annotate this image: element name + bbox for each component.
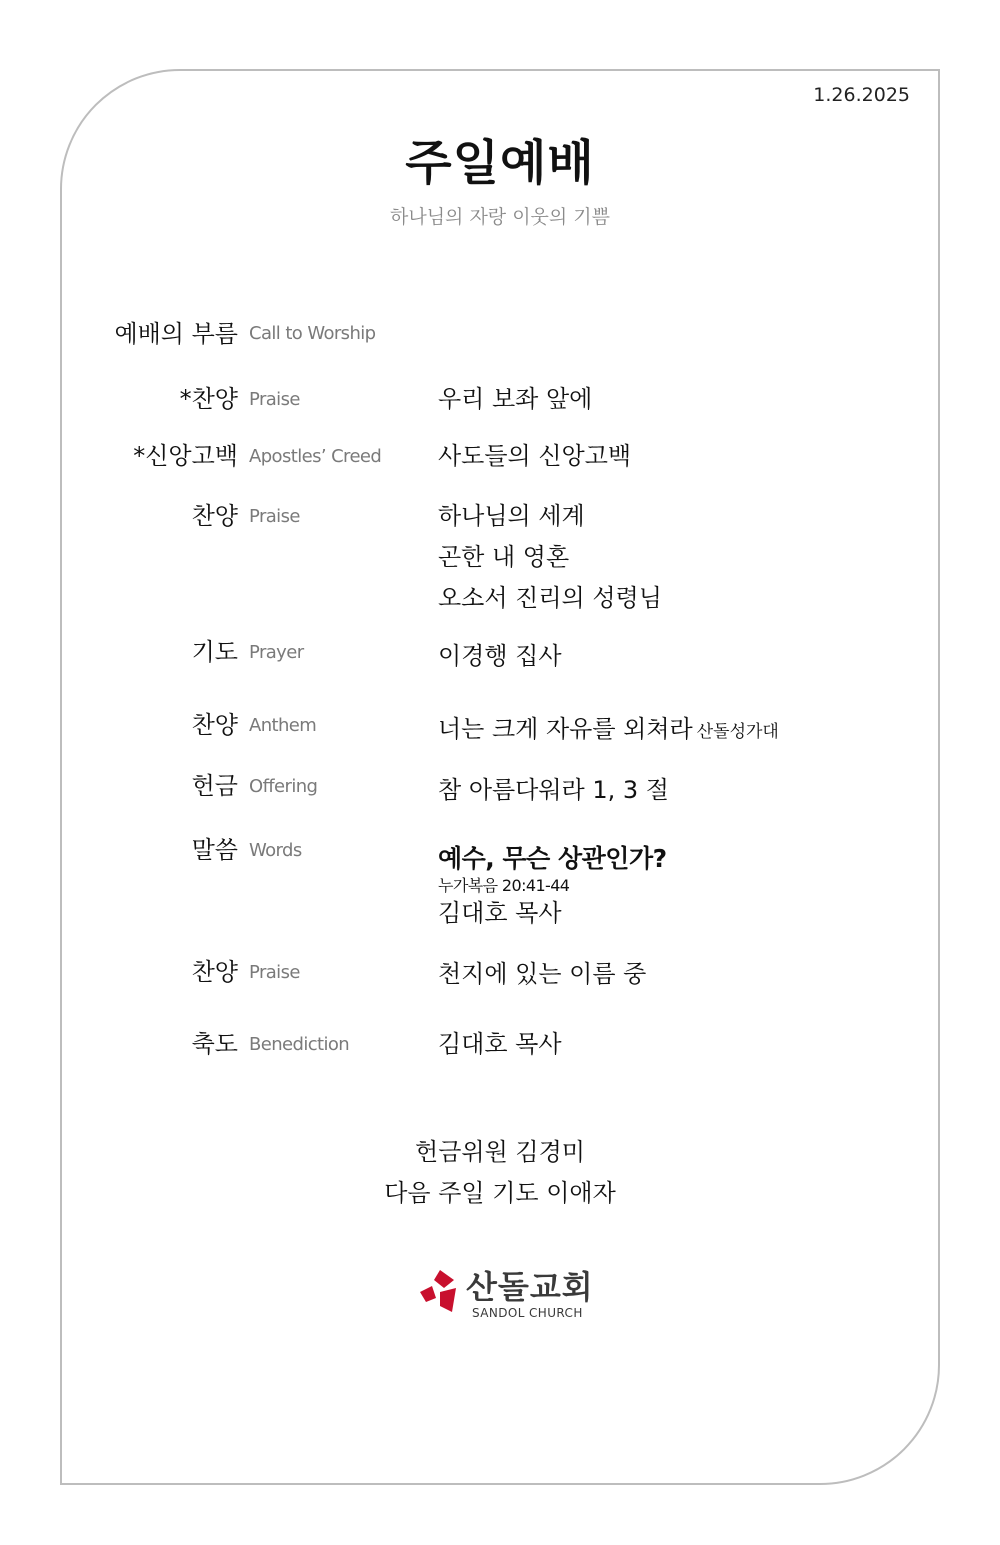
order-english: Praise [249,962,300,983]
order-content: 천지에 있는 이름 중 [438,960,647,988]
next-prayer: 다음 주일 기도 이애자 [384,1179,616,1207]
church-name-english: SANDOL CHURCH [472,1306,583,1320]
scripture-reference: 누가복음 20:41-44 [438,876,570,895]
church-name: 산돌교회 [466,1268,594,1306]
song-item: 곤한 내 영혼 [438,543,570,571]
order-label: *신앙고백 [133,442,238,470]
sermon-block [438,842,667,930]
preacher-name: 김대호 목사 [438,899,562,927]
order-english: Offering [249,776,318,797]
order-english: Apostles’ Creed [249,446,382,467]
order-label: 헌금 [191,772,238,800]
order-label: 찬양 [191,711,238,739]
order-content: 사도들의 신앙고백 [438,442,632,470]
order-label: *찬양 [179,385,238,413]
church-logo-icon [418,1268,462,1318]
order-label: 찬양 [191,958,238,986]
offering-committee: 헌금위원 김경미 [415,1138,585,1166]
order-english: Anthem [249,715,317,736]
church-logo [418,1266,598,1326]
order-label: 축도 [191,1030,238,1058]
order-content: 이경행 집사 [438,642,562,670]
order-label: 기도 [191,638,238,666]
sermon-title: 예수, 무슨 상관인가? [438,844,667,873]
order-content: 김대호 목사 [438,1030,562,1058]
order-english: Benediction [249,1034,350,1055]
order-english: Praise [249,389,300,410]
order-label: 찬양 [191,502,238,530]
service-date: 1.26.2025 [813,84,910,106]
song-item: 하나님의 세계 [438,502,585,530]
song-list [438,496,662,619]
anthem-title: 너는 크게 자유를 외쳐라 [438,715,693,743]
page-subtitle: 하나님의 자랑 이웃의 기쁨 [389,206,610,228]
order-label: 예배의 부름 [114,320,238,348]
order-label: 말씀 [191,836,238,864]
order-english: Prayer [249,642,304,663]
song-item: 오소서 진리의 성령님 [438,584,662,612]
order-content [438,709,779,750]
order-content: 참 아름다워라 1, 3 절 [438,776,669,804]
order-content: 우리 보좌 앞에 [438,385,593,413]
order-english: Call to Worship [249,323,376,344]
order-english: Praise [249,506,300,527]
order-english: Words [249,840,302,861]
choir-name: 산돌성가대 [696,722,779,742]
page-title: 주일예배 [405,135,595,191]
